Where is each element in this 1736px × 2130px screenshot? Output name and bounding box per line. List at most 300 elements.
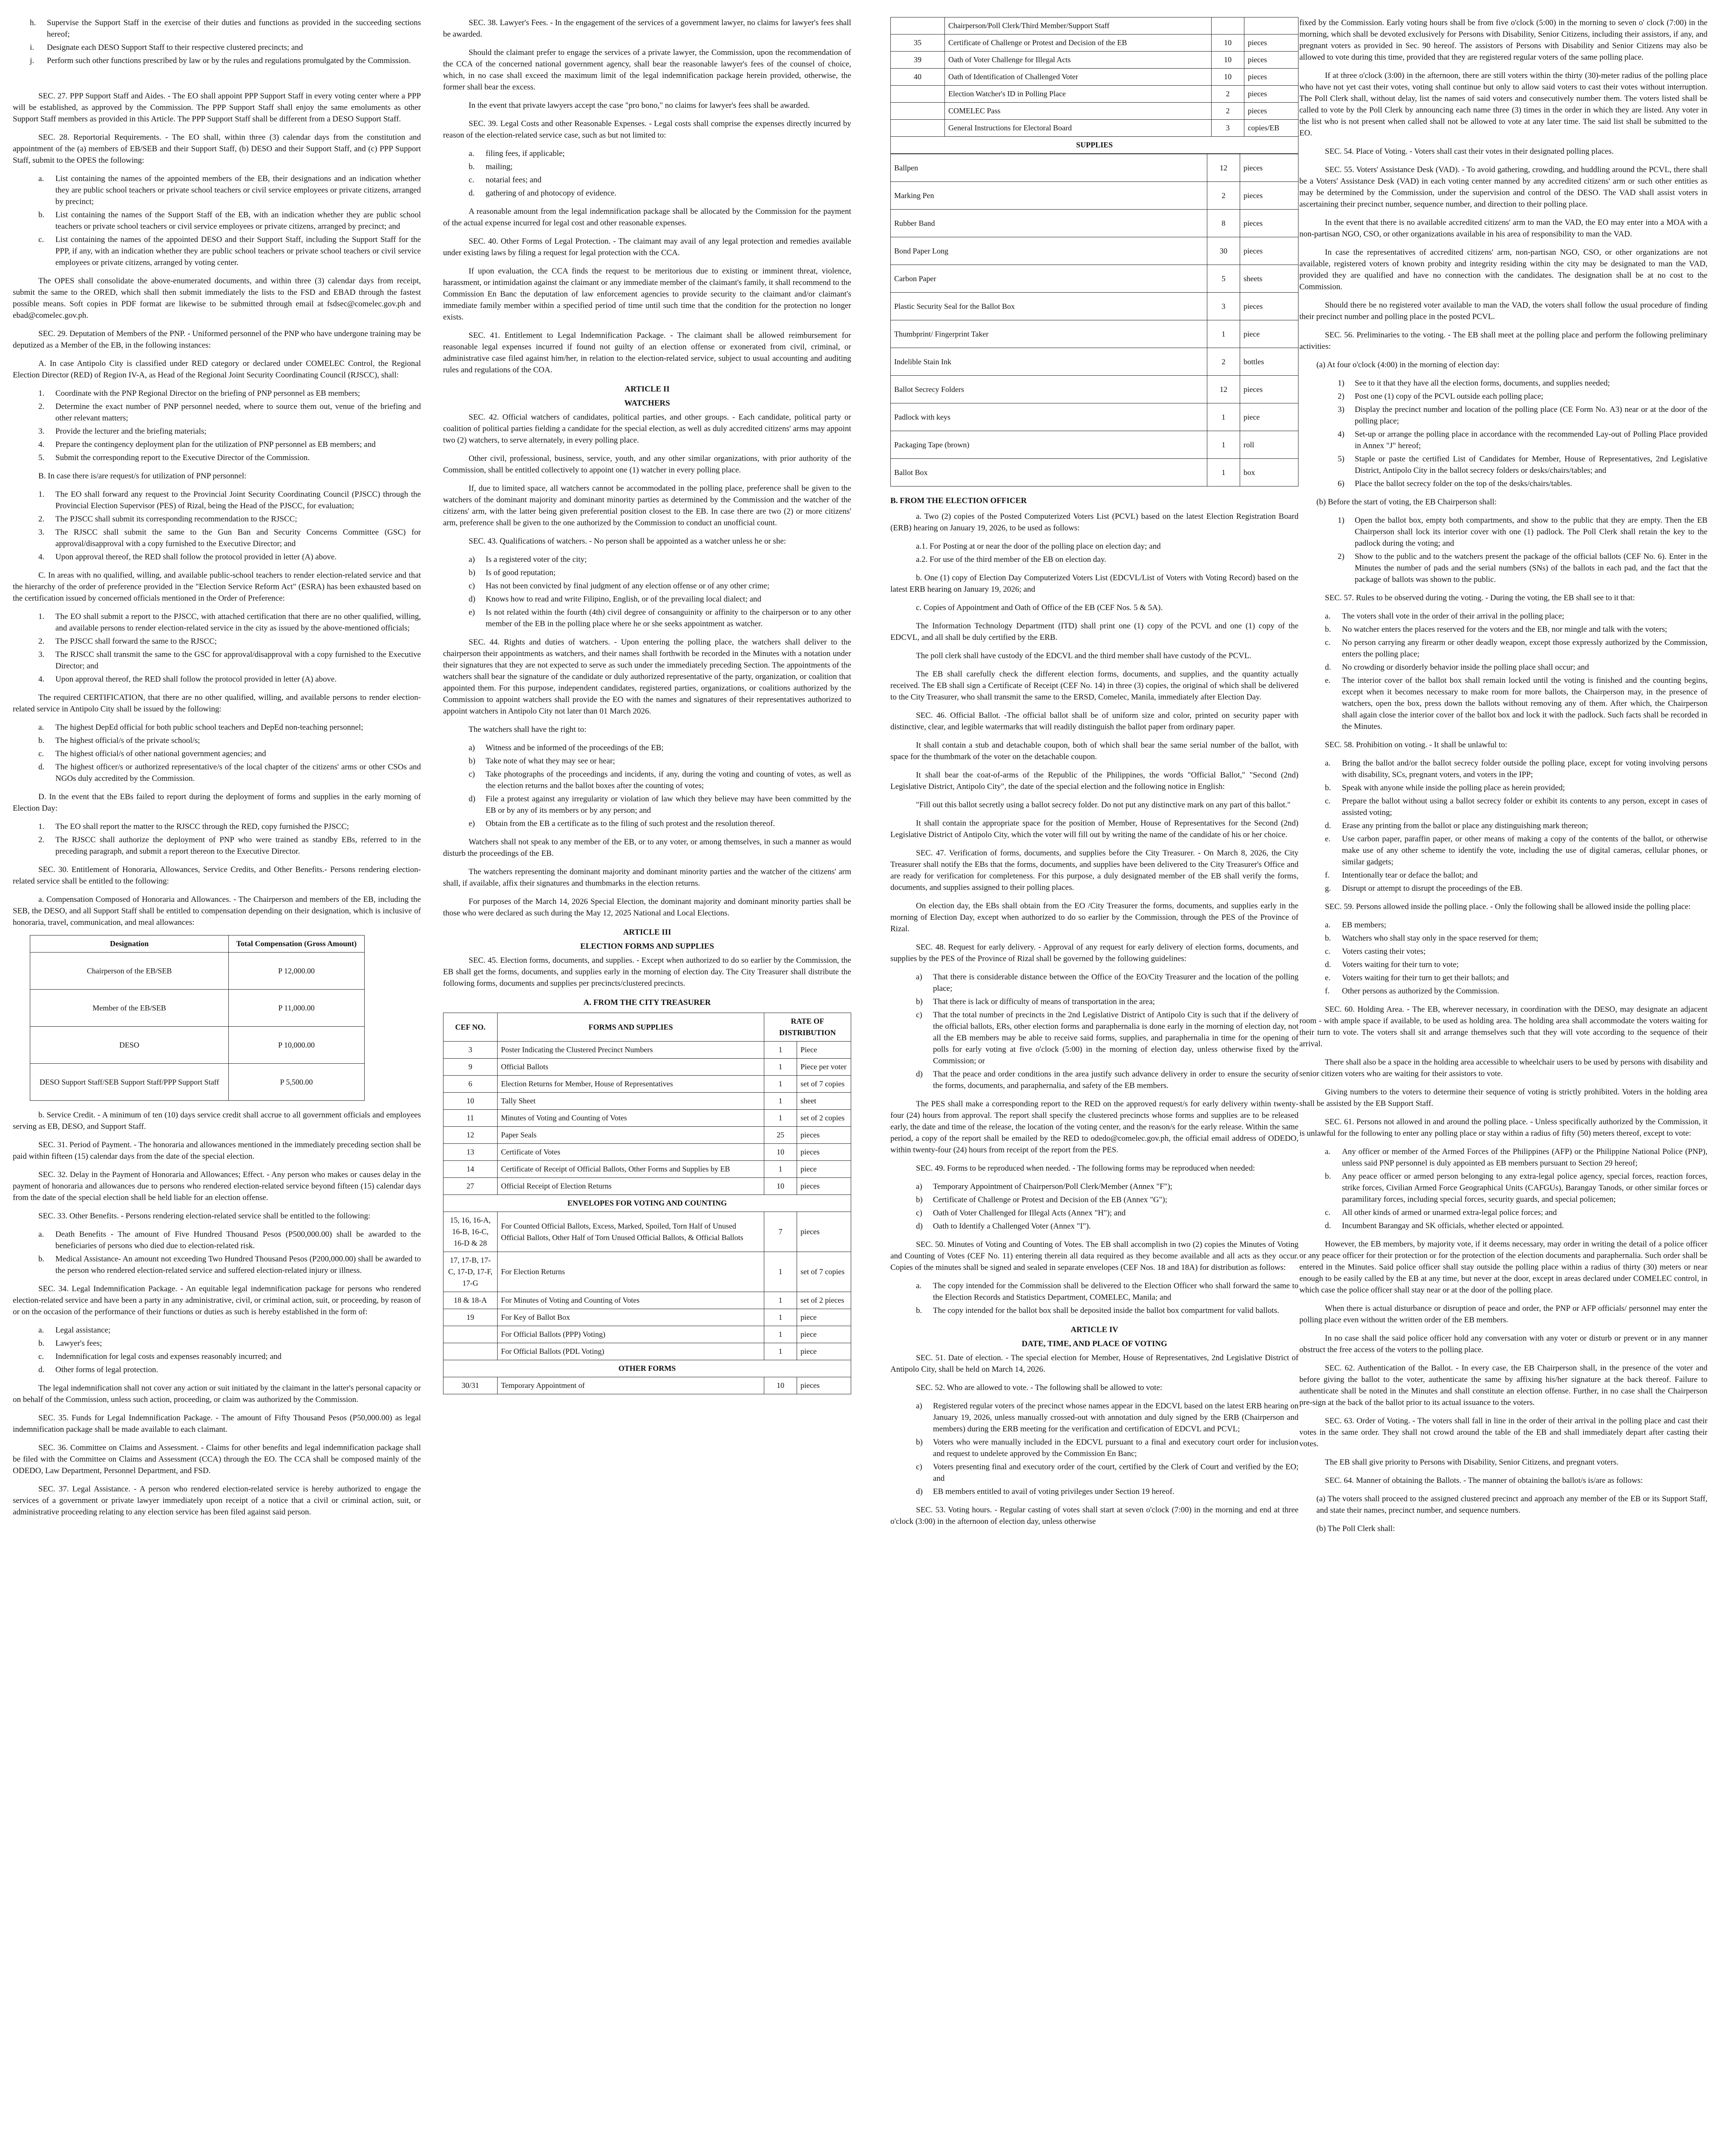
list-item-text: Is not related within the fourth (4th) civil degree of consanguinity or affinity to the chairperson or to any other member of the EB in the polling place where he or she seeks appointment as watcher. [486,608,851,628]
table-cell: 3 [443,1042,498,1059]
list-marker: b) [916,997,923,1006]
table-cell: set of 2 copies [797,1110,851,1127]
list-marker: 1) [1338,379,1344,388]
list-item [469,174,851,186]
sec-50: SEC. 50. Minutes of Voting and Counting of Votes. The EB shall accomplish in two (2) copies the Minutes of Voting and Counting of Votes (CEF No. 11) entering therein all data required as they become available and all acts as they occur. Copies of the minutes shall be signed and sealed in separate envelopes (CEF Nos. 18 and 18A) for distribution as follows: [890,1240,1298,1272]
list-item-text: Determine the exact number of PNP personnel needed, where to source them out, venue of the briefing and other relevant matters; [55,402,421,423]
list-marker: b. [38,210,45,219]
list-marker: c) [469,581,475,590]
sec-51: SEC. 51. Date of election. - The special election for Member, House of Representatives, 2nd Legislative District of Antipolo City, shall be held on March 14, 2026. [890,1353,1298,1374]
sec-29-b: B. In case there is/are request/s for utilization of PNP personnel: [38,472,247,481]
table-cell: Certificate of Challenge or Protest and Decision of the EB [945,35,1212,52]
list-item-text: List containing the names of the Support Staff of the EB, with an indication whether they are public school teachers or private school teachers or civil service employees or private citizens, arranged by precinct; and [55,210,421,231]
other-forms-heading: OTHER FORMS [443,1360,851,1377]
list-item-text: Lawyer's fees; [55,1339,102,1348]
sec-55: SEC. 55. Voters' Assistance Desk (VAD). - To avoid gathering, crowding, and huddling around the PCVL, there shall be a Voters' Assistance Desk (VAD) in each voting center manned by any accredited citizens' arm or such other entities as may be determined by the Commission, under the supervision and control of the DESO. The VAD shall assist voters in ascertaining their precinct number, sequence number, and direction to their polling place. [1299,165,1707,209]
table-cell: pieces [1244,69,1298,86]
table-cell: Oath of Identification of Challenged Voter [945,69,1212,86]
list-marker: b. [469,162,475,171]
list-item-text: Voters presenting final and executory order of the court, certified by the Clerk of Court and verified by the EO; and [933,1462,1298,1483]
table-cell: copies/EB [1244,120,1298,137]
sec-55-c: In case the representatives of accredited citizens' arm, non-partisan NGO, CSO, or other organizations are not available, registered voters of known probity and integrity residing within the city may be designated to man the VAD, provided they are qualified and have no connection with the candidates. The designation shall be at no cost to the Commission. [1299,248,1707,291]
list-item [1325,946,1707,957]
list-item [1325,1207,1707,1218]
other-forms-section [443,1360,851,1377]
list-marker: 3. [38,427,45,436]
list-item-text: Indemnification for legal costs and expenses reasonably incurred; and [55,1352,282,1361]
list-item [469,769,851,792]
list-item [38,834,421,857]
sec-27: SEC. 27. PPP Support Staff and Aides. - The EO shall appoint PPP Support Staff in every voting center where a PPP will be established, as approved by the Commission. The PPP Support Staff shall enjoy the same emoluments as other Support Staff members as provided in this Article. The PPP Support Staff shall be different from a DESO Support Staff. [13,92,421,124]
sec-50-list [890,1280,1298,1316]
list-item-text: The EO shall forward any request to the Provincial Joint Security Coordinating Council (PJSCC) through the Provincial Election Supervisor (PES) of Rizal, being the Head of the PJSCC, for evaluation; [55,490,421,510]
table-cell: 19 [443,1309,498,1326]
list-item [469,187,851,199]
article-3-title: ELECTION FORMS AND SUPPLIES [580,942,714,951]
sec-44-e: For purposes of the March 14, 2026 Special Election, the dominant majority and dominant minority parties shall be those who were declared as such during the May 12, 2025 National and Local Elections. [443,897,851,918]
table-cell: Ballpen [891,154,1207,182]
table-cell: 1 [764,1076,797,1093]
list-marker: b) [916,1438,923,1447]
table-cell: P 5,500.00 [229,1064,364,1101]
sec-58-list [1299,757,1707,894]
table-cell: pieces [1240,293,1298,320]
list-item [38,1364,421,1376]
list-item-text: gathering of and photocopy of evidence. [486,189,617,198]
list-item [469,793,851,816]
table-cell: P 10,000.00 [229,1027,364,1064]
table-cell [891,86,945,103]
sec-63: SEC. 63. Order of Voting. - The voters shall fall in line in the order of their arrival in the polling place and cast their votes in the same order. They shall not crowd around the table of the EB and shall immediately depart after casting their votes. [1299,1416,1707,1448]
sec-36: SEC. 36. Committee on Claims and Assessment. - Claims for other benefits and legal indemnification package shall be filed with the Committee on Claims and Assessment (CCA) through the EO. The CCA shall be composed mainly of the ODEDO, Law Department, Personnel Department, and FSD. [13,1443,421,1475]
list-marker: 4) [1338,430,1344,439]
list-item-text: Is a registered voter of the city; [486,555,587,564]
list-item-text: Take photographs of the proceedings and incidents, if any, during the voting and counting of votes, as well as the election returns and the ballot boxes after the counting of votes; [486,770,851,790]
table-cell: Tally Sheet [498,1093,764,1110]
list-item-text: See to it that they have all the election forms, documents, and supplies needed; [1355,379,1610,388]
sec-29: SEC. 29. Deputation of Members of the PNP. - Uniformed personnel of the PNP who have undergone training may be deputized as a Member of the EB, in the following instances: [13,329,421,350]
table-cell: 2 [1212,103,1244,120]
article-3-number: ARTICLE III [623,928,671,937]
list-item-text: Oath of Voter Challenged for Illegal Acts (Annex "H"); and [933,1209,1126,1218]
table-cell [891,17,945,35]
table-row [443,1144,851,1161]
list-marker: a. [469,149,475,158]
list-marker: e. [1325,676,1331,685]
list-item [38,649,421,672]
list-item [38,551,421,563]
table-cell: 10 [764,1144,797,1161]
table-row [891,52,1298,69]
sec-58: SEC. 58. Prohibition on voting. - It shall be unlawful to: [1325,740,1508,749]
list-item-text: The copy intended for the Commission shall be delivered to the Election Officer who shall forward the same to the Election Records and Statistics Department, COMELEC, Manila; and [933,1281,1298,1302]
sec-64-a: (a) The voters shall proceed to the assigned clustered precinct and approach any member of the EB or its Support Staff, and state their names, precinct number, and sequence numbers. [1316,1494,1707,1515]
table-cell: 10 [764,1377,797,1394]
duties-list [13,17,421,66]
list-item [916,1305,1298,1316]
sec-30-a: a. Compensation Composed of Honoraria and Allowances. - The Chairperson and members of the EB, including the SEB, the DESO, and all Support Staff shall be entitled to compensation depending on their designation, which is inclusive of honoraria, travel, communication, and meal allowances: [13,895,421,927]
list-marker: b) [916,1195,923,1204]
list-item [1338,515,1707,549]
table-row [443,1110,851,1127]
table-cell: 1 [764,1042,797,1059]
table-row [443,1127,851,1144]
sec-37: SEC. 37. Legal Assistance. - A person who rendered election-related service is hereby authorized to engage the services of a government or private lawyer immediately upon receipt of a notice that a civil or criminal action, suit, or administrative proceeding relating to any election service has been filed against said person. [13,1485,421,1517]
list-item-text: The EO shall submit a report to the PJSCC, with attached certification that there are no other qualified, willing, and available persons to render election-related service in the city as issued by the above-mentioned officials; [55,612,421,633]
supplies-rows [891,154,1298,486]
table-row [443,1076,851,1093]
list-item [916,996,1298,1007]
table-row [443,1252,851,1292]
table-cell: piece [797,1326,851,1343]
sec-64: SEC. 64. Manner of obtaining the Ballots. - The manner of obtaining the ballot/s is/are as follows: [1325,1476,1643,1485]
forms-supplies-table-continued [890,17,1298,154]
list-marker: 2. [38,637,45,646]
three-oclock-paragraph: If at three o'clock (3:00) in the afternoon, there are still voters within the thirty (30)-meter radius of the polling place who have not yet cast their votes, voting shall continue but only to allow said voters to cast their votes without interruption. The Poll Clerk shall, without delay, list the names of said voters and consecutively number them. The voters listed shall be called to vote by the Poll Clerk by announcing each name three (3) times in the order in which they are listed. Any voter in the list who is not present when called shall not be allowed to vote at any later time. The said list shall be submitted to the EO. [1299,71,1707,138]
list-item [1325,1146,1707,1169]
table-cell: pieces [797,1127,851,1144]
sec-53: SEC. 53. Voting hours. - Regular casting of votes shall start at seven o'clock (7:00) in the morning and end at three o'clock (3:00) in the afternoon of election day, unless otherwise [890,1505,1298,1526]
list-marker: b. [38,736,45,745]
list-item [38,513,421,525]
list-item [1325,883,1707,894]
sec-49: SEC. 49. Forms to be reproduced when needed. - The following forms may be reproduced when needed: [916,1164,1255,1173]
sec-29-b-list [13,489,421,563]
list-marker: a) [916,973,922,982]
list-item [38,821,421,832]
article-4-title: DATE, TIME, AND PLACE OF VOTING [1022,1339,1167,1348]
list-marker: c. [38,1352,44,1361]
list-item-text: Other forms of legal protection. [55,1365,158,1374]
sec-44-d: The watchers representing the dominant majority and dominant minority parties and the watcher of the citizens' arm shall, if available, affix their signatures and thumbmarks in the election returns. [443,867,851,888]
envelopes-section [443,1195,851,1212]
table-cell [891,103,945,120]
list-item [916,1220,1298,1232]
list-marker: d) [469,595,475,604]
table-cell: pieces [1244,86,1298,103]
list-item-text: Any peace officer or armed person belonging to any extra-legal police agency, special forces, reaction forces, strike forces, Civilian Armed Force Geographical Units (CAFGUs), Barangay Tanods, or other similar forces or paramilitary forces, including special forces, security guards, and special policemen; [1342,1172,1707,1204]
envelope-rows [443,1212,851,1360]
table-cell: 3 [1212,120,1244,137]
sec-40: SEC. 40. Other Forms of Legal Protection. - The claimant may avail of any legal protection and remedies available under existing laws by filing a request for legal protection with the CCA. [443,237,851,257]
list-item-text: The PJSCC shall submit its corresponding recommendation to the RJSCC; [55,515,297,524]
table-row [891,237,1298,265]
table-cell: piece [797,1161,851,1178]
table-cell: 10 [764,1178,797,1195]
table-cell: Indelible Stain Ink [891,348,1207,376]
sec-38-c: In the event that private lawyers accept the case "pro bono," no claims for lawyer's fees shall be awarded. [469,101,810,110]
list-item [916,1436,1298,1459]
list-item [1338,478,1707,489]
list-item [38,439,421,450]
table-row [891,293,1298,320]
table-cell: 1 [764,1161,797,1178]
table-cell: Certificate of Receipt of Official Ballots, Other Forms and Supplies by EB [498,1161,764,1178]
table-row [891,265,1298,293]
sec-43: SEC. 43. Qualifications of watchers. - No person shall be appointed as a watcher unless he or she: [469,537,786,546]
list-item [469,580,851,592]
sec-39: SEC. 39. Legal Costs and other Reasonable Expenses. - Legal costs shall comprise the expenses directly incurred by reason of the election-related service case, such as but not limited to: [443,119,851,140]
sec-60-c: Giving numbers to the voters to determine their sequence of voting is strictly prohibited. Voters in the holding area shall be assisted by the EB Support Staff. [1299,1088,1707,1108]
list-item-text: That there is lack or difficulty of means of transportation in the area; [933,997,1155,1006]
table-cell: 30/31 [443,1377,498,1394]
article-2-number: ARTICLE II [625,385,670,394]
list-item-text: Death Benefits - The amount of Five Hundred Thousand Pesos (P500,000.00) shall be awarded to the beneficiaries of persons who died due to election-related risk. [55,1230,421,1250]
list-item-text: Take note of what they may see or hear; [486,757,615,766]
list-item-text: List containing the names of the appointed members of the EB, their designations and an indication whether they are public school teachers or private school teachers or civil service employees or private citizens, arranged by precinct; [55,174,421,206]
table-cell: 2 [1207,348,1240,376]
cef-header-no: CEF NO. [443,1013,498,1042]
sec-48-list [890,971,1298,1091]
list-item-text: Coordinate with the PNP Regional Director on the briefing of PNP personnel as EB members; [55,389,360,398]
list-item-text: List containing the names of the appointed DESO and their Support Staff, including the Support Staff for the PPP, if any, with an indication whether they are public school teachers or private school teachers or civil service employees or private citizens, arranged by voting center. [55,235,421,267]
sec-54: SEC. 54. Place of Voting. - Voters shall cast their votes in their designated polling places. [1325,147,1614,156]
list-marker: 2. [38,835,45,844]
itd-paragraph: The Information Technology Department (ITD) shall print one (1) copy of the PCVL and one (1) copy of the EDCVL, and all shall be duly certified by the ERB. [890,622,1298,642]
list-item [38,722,421,733]
list-marker: 3. [38,528,45,537]
honoraria-table [30,935,365,1101]
supplies-section [891,137,1298,154]
eo-item-a: a. Two (2) copies of the Posted Computerized Voters List (PCVL) based on the latest Election Registration Board (ERB) hearing on January 19, 2026, to be used as follows: [890,512,1298,532]
list-marker: b) [469,757,475,766]
list-marker: a) [916,1182,922,1191]
list-marker: a) [469,743,475,752]
sec-60-b: There shall also be a space in the holding area accessible to wheelchair users to be used by persons with disability and senior citizen voters who are waiting for their assistors to vote. [1299,1058,1707,1078]
list-item [916,1181,1298,1192]
table-cell: sheets [1240,265,1298,293]
table-row [443,1093,851,1110]
list-item-text: Temporary Appointment of Chairperson/Poll Clerk/Member (Annex "F"); [933,1182,1172,1191]
list-item [1325,985,1707,997]
sec-34-list [13,1324,421,1376]
list-item-text: Medical Assistance- An amount not exceeding Two Hundred Thousand Pesos (P200,000.00) shall be awarded to the person who rendered election-related service and suffered election-related injury or illness. [55,1255,421,1275]
list-item-text: That the peace and order conditions in the area justify such advance delivery in order to ensure the security of the forms, documents, and paraphernalia, and safety of the EB members. [933,1070,1298,1090]
table-cell: Rubber Band [891,210,1207,237]
table-cell: 12 [443,1127,498,1144]
list-item-text: Perform such other functions prescribed by law or by the rules and regulations promulgated by the Commission. [47,56,411,65]
sec-29-c: C. In areas with no qualified, willing, and available public-school teachers to render election-related service and that the hierarchy of the order of preference provided in the "Election Service Reform Act" (ESRA) has been exhausted based on the certification issued by concerned officials mentioned in the Order of Preference: [13,571,421,603]
list-item [38,674,421,685]
list-marker: b. [916,1306,922,1315]
sec-38-b: Should the claimant prefer to engage the services of a private lawyer, the Commission, upon the recommendation of the CCA of the concerned national government agency, shall bear the reasonable lawyer's fees of the counsel of choice, which, in no case shall exceed the maximum limit of the legal indemnification package herein provided, otherwise, the former shall bear the excess. [443,48,851,92]
table-cell: Official Ballots [498,1059,764,1076]
table-row [891,376,1298,403]
sec-46-b: It shall contain a stub and detachable coupon, both of which shall bear the same serial number of the ballot, with space for the thumbmark of the voter on the detachable coupon. [890,741,1298,761]
list-item-text: Prepare the contingency deployment plan for the utilization of PNP personnel as EB members; and [55,440,376,449]
list-marker: c. [1325,947,1331,956]
list-item-text: The highest officer/s or authorized representative/s of the local chapter of the citizens' arms or other CSOs and NGOs duly accredited by the Commission. [55,763,421,783]
list-marker: 3) [1338,405,1344,414]
list-item-text: No crowding or disorderly behavior inside the polling place shall occur; and [1342,663,1589,672]
list-item [469,818,851,829]
list-item-text: Voters waiting for their turn to get their ballots; and [1342,973,1509,982]
column-4 [1299,17,1707,1541]
list-item [38,1229,421,1252]
table-cell: 15, 16, 16-A, 16-B, 16-C, 16-D & 28 [443,1212,498,1252]
sec-28-list [13,173,421,268]
list-item-text: Submit the corresponding report to the Executive Director of the Commission. [55,453,310,462]
sec-61-b: However, the EB members, by majority vote, if it deems necessary, may order in writing the detail of a police officer or any peace officer for their protection or for the protection of the election documents and paraphernalia. Such order shall be entered in the Minutes. Said police officer shall stay outside the polling place within a radius of thirty (30) meters or near enough to be easily called by the EB at any time, but never at the door, except in areas declared under COMELEC control, in which case the police officer shall stay near or at the door of the polling place. [1299,1240,1707,1295]
table-cell: Election Returns for Member, House of Representatives [498,1076,764,1093]
list-item [38,426,421,437]
table-row [891,403,1298,431]
honoraria-rows [30,953,365,1101]
table-cell: piece [797,1343,851,1360]
list-item-text: The RJSCC shall submit the same to the Gun Ban and Security Concerns Committee (GSC) for approval/disapproval with a copy furnished to the Executive Director; and [55,528,421,548]
list-item [916,1194,1298,1206]
honoraria-header-compensation: Total Compensation (Gross Amount) [229,935,364,953]
sec-57: SEC. 57. Rules to be observed during the voting. - During the voting, the EB shall see to it that: [1325,593,1635,602]
sec-64-b: (b) The Poll Clerk shall: [1316,1524,1395,1533]
list-item [916,1207,1298,1219]
list-item-text: Oath to Identify a Challenged Voter (Annex "I"). [933,1222,1091,1231]
table-cell: 1 [1207,403,1240,431]
table-cell: 1 [1207,459,1240,486]
table-cell: 1 [1207,320,1240,348]
table-cell: sheet [797,1093,851,1110]
list-item-text: Place the ballot secrecy folder on the top of the desks/chairs/tables. [1355,479,1572,488]
table-cell: For Minutes of Voting and Counting of Votes [498,1292,764,1309]
list-item-text: mailing; [486,162,513,171]
table-row [891,210,1298,237]
list-item [38,401,421,424]
list-item [1325,610,1707,622]
list-item-text: Other persons as authorized by the Commission. [1342,987,1499,996]
list-marker: b. [1325,1172,1331,1181]
list-marker: 4. [38,440,45,449]
list-item-text: Intentionally tear or deface the ballot; and [1342,871,1478,880]
table-row [891,69,1298,86]
list-marker: a. [1325,921,1331,930]
list-item-text: File a protest against any irregularity or violation of law which they believe may have been committed by the EB or by any of its members or by any person; and [486,794,851,815]
list-item-text: Is of good reputation; [486,568,556,577]
supplies-table [890,154,1298,486]
list-item [469,148,851,159]
list-item-text: That there is considerable distance between the Office of the EO/City Treasurer and the location of the polling place; [933,973,1298,993]
sec-55-b: In the event that there is no available accredited citizens' arm to man the VAD, the EO may enter into a MOA with a non-partisan NGO, CSO, or other organizations available in his area of responsibility to man the VAD. [1299,218,1707,239]
sec-56-a: (a) At four o'clock (4:00) in the morning of election day: [1316,360,1500,369]
list-item-text: EB members entitled to avail of voting privileges under Section 19 hereof. [933,1487,1175,1496]
table-cell: 1 [764,1110,797,1127]
sec-29-d-list [13,821,421,857]
envelopes-heading: ENVELOPES FOR VOTING AND COUNTING [443,1195,851,1212]
sec-33-list [13,1229,421,1276]
list-item [469,607,851,630]
list-marker: 5) [1338,455,1344,463]
sec-34: SEC. 34. Legal Indemnification Package. - An equitable legal indemnification package for persons who rendered election-related service and have been a party in any administrative, civil, or criminal action, suit, or proceeding, by reason of or on the occasion of the performance of their functions or duties as such is hereby established in the form of: [13,1284,421,1316]
list-marker: 3. [38,650,45,659]
eo-item-b: b. One (1) copy of Election Day Computerized Voters List (EDCVL/List of Voters with Voting Record) based on the latest ERB hearing on January 19, 2026; and [890,573,1298,594]
list-item [38,527,421,550]
list-item-text: Legal assistance; [55,1326,111,1335]
list-item [30,42,421,53]
list-marker: d. [1325,960,1331,969]
sec-61: SEC. 61. Persons not allowed in and around the polling place. - Unless specifically authorized by the Commission, it is unlawful for the following to enter any polling place or stay within a radius of fifty (50) meters thereof, except to vote: [1299,1117,1707,1138]
sec-30: SEC. 30. Entitlement of Honoraria, Allowances, Service Credits, and Other Benefits.- Persons rendering election-related service shall be entitled to the following: [13,865,421,886]
list-item-text: Bring the ballot and/or the ballot secrecy folder outside the polling place, except for voting involving persons with disability, SCs, pregnant voters, and voters in the IPP; [1342,759,1707,779]
sec-35: SEC. 35. Funds for Legal Indemnification Package. - The amount of Fifty Thousand Pesos (P50,000.00) as legal indemnification package shall be made available to each claimant. [13,1413,421,1434]
sec-52-list [890,1400,1298,1497]
list-marker: a. [38,1230,44,1239]
list-marker: j. [30,56,35,65]
table-cell [1244,17,1298,35]
list-marker: 4. [38,675,45,684]
table-cell: Certificate of Votes [498,1144,764,1161]
table-cell [1212,17,1244,35]
table-row [891,182,1298,210]
table-cell: set of 7 copies [797,1252,851,1292]
sec-44-list [443,742,851,829]
list-item [469,161,851,173]
table-row [30,1027,365,1064]
table-cell: bottles [1240,348,1298,376]
table-row [443,1059,851,1076]
list-item-text: EB members; [1342,921,1386,930]
table-cell: General Instructions for Electoral Board [945,120,1212,137]
list-item-text: No watcher enters the places reserved for the voters and the EB, nor mingle and talk with the voters; [1342,625,1667,634]
table-row [891,459,1298,486]
table-cell: P 12,000.00 [229,953,364,990]
list-item [1325,675,1707,732]
table-cell: Piece per voter [797,1059,851,1076]
list-item [916,1280,1298,1303]
list-marker: g. [1325,884,1331,893]
list-item-text: The PJSCC shall forward the same to the RJSCC; [55,637,217,646]
sec-63-b: The EB shall give priority to Persons with Disability, Senior Citizens, and pregnant voters. [1325,1458,1619,1467]
table-row [891,431,1298,459]
list-item-text: Open the ballot box, empty both compartments, and show to the public that they are empty. Then the EB Chairperson shall lock its interior cover with one (1) padlock. The Poll Clerk shall retain the key to the padlock during the voting; and [1355,516,1707,548]
sec-34-b: The legal indemnification shall not cover any action or suit initiated by the claimant in the latter's personal capacity or on behalf of the Commission, unless such action, proceeding, or claim was authorized by the Commission. [13,1384,421,1404]
table-row [30,953,365,990]
table-cell [443,1343,498,1360]
table-cell: 1 [764,1292,797,1309]
list-item [38,234,421,268]
election-officer-heading: B. FROM THE ELECTION OFFICER [890,496,1027,505]
article-4-number: ARTICLE IV [1071,1325,1118,1334]
list-item [38,1253,421,1276]
list-marker: c. [469,176,475,184]
table-cell: 12 [1207,154,1240,182]
list-item [1338,391,1707,402]
table-cell: pieces [1240,182,1298,210]
eb-check-paragraph: The EB shall carefully check the different election forms, documents, and supplies, and the quantity actually received. The EB shall sign a Certificate of Receipt (CEF No. 14) in three (3) copies, the original of which shall be delivered to the City Treasurer, who shall transmit the same to the ERSD, Comelec, Manila, immediately after Election Day. [890,670,1298,702]
sec-47-b: On election day, the EBs shall obtain from the EO /City Treasurer the forms, documents, and supplies early in the morning of Election Day, except when authorized to do so earlier by the Commission, through the PES of the Province of Rizal. [890,901,1298,933]
list-item [1325,869,1707,881]
list-item-text: Witness and be informed of the proceedings of the EB; [486,743,664,752]
eo-item-c: c. Copies of Appointment and Oath of Office of the EB (CEF Nos. 5 & 5A). [916,603,1163,612]
cef-rows-continued [891,17,1298,137]
table-row [443,1343,851,1360]
table-cell: pieces [1244,35,1298,52]
table-cell: piece [797,1309,851,1326]
list-item-text: Disrupt or attempt to disrupt the proceedings of the EB. [1342,884,1523,893]
other-forms-rows [443,1377,851,1394]
list-item [916,1486,1298,1497]
sec-41: SEC. 41. Entitlement to Legal Indemnification Package. - The claimant shall be allowed reimbursement for reasonable legal expenses incurred if found not guilty of an election offense or exonerated from civil, criminal, or administrative case filed against him/her, in relation to the election-related service, subject to usual accounting and auditing rules and regulations of the COA. [443,331,851,374]
table-cell: 35 [891,35,945,52]
table-cell: 6 [443,1076,498,1093]
sec-39-list [443,148,851,199]
list-item-text: Any officer or member of the Armed Forces of the Philippines (AFP) or the Philippine National Police (PNP), unless said PNP personnel is duly appointed as EB members pursuant to Section 29 hereof; [1342,1147,1707,1168]
table-row [891,103,1298,120]
list-item [1325,959,1707,970]
article-2-title: WATCHERS [624,399,670,408]
list-item [1325,795,1707,818]
list-item [38,452,421,463]
table-row [443,1212,851,1252]
list-marker: a. [38,174,44,183]
